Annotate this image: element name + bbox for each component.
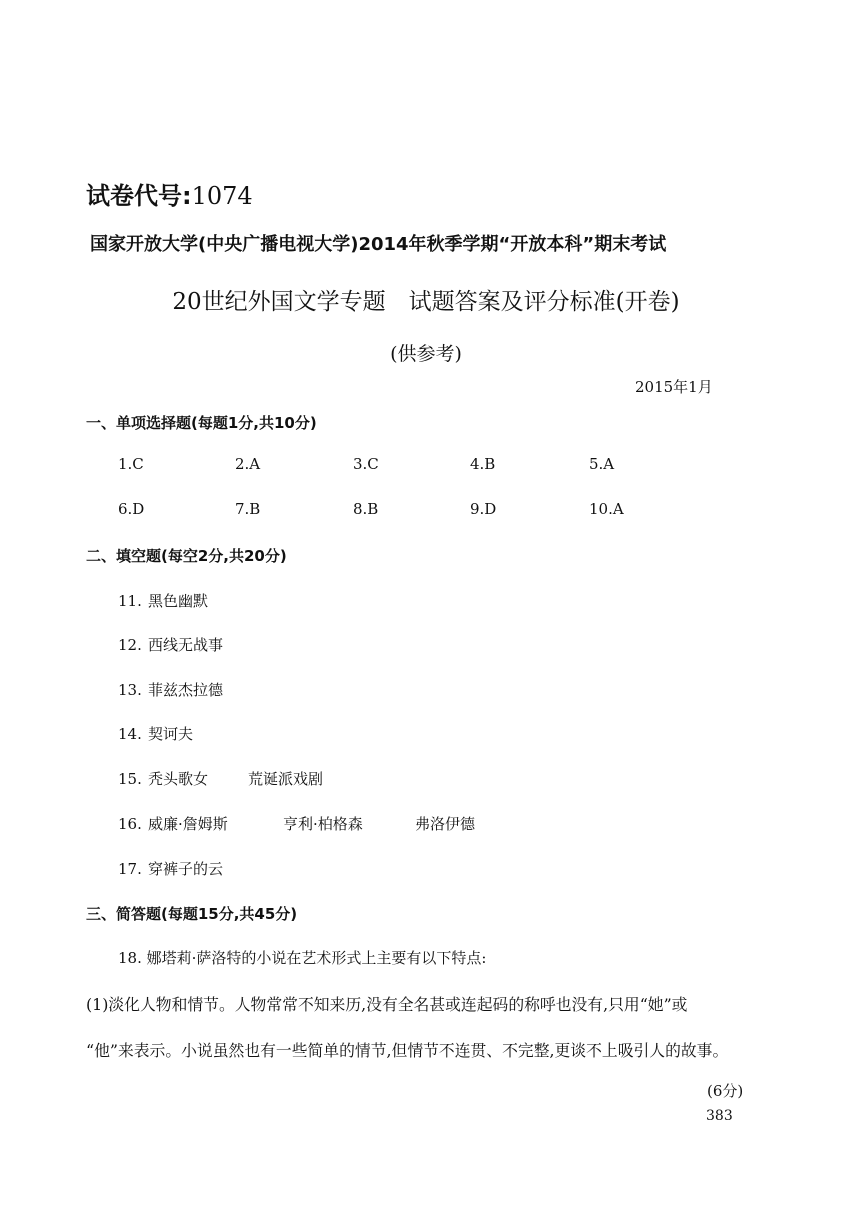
mc-answer: 1.C xyxy=(118,455,144,473)
fill-item xyxy=(118,813,475,834)
fill-item-number: 14. xyxy=(118,725,142,743)
mc-answer: 5.A xyxy=(589,455,615,473)
fill-item-answer: 契诃夫 xyxy=(148,725,194,743)
fill-item-number: 15. xyxy=(118,770,142,788)
fill-item-answer: 黑色幽默 xyxy=(148,592,209,610)
fill-item-answer: 秃头歌女 xyxy=(148,770,209,788)
fill-item xyxy=(118,634,223,655)
fill-item xyxy=(118,858,223,879)
fill-item-number: 12. xyxy=(118,636,142,654)
fill-item-answer: 西线无战事 xyxy=(148,636,224,654)
fill-item-answer: 荒诞派戏剧 xyxy=(248,770,324,788)
mc-answer: 3.C xyxy=(353,455,379,473)
document-title: 20世纪外国文学专题 试题答案及评分标准(开卷) xyxy=(172,289,680,315)
mc-answer: 10.A xyxy=(589,500,624,518)
fill-item xyxy=(118,768,323,789)
question-18-intro: 18. 娜塔莉·萨洛特的小说在艺术形式上主要有以下特点: xyxy=(118,949,487,967)
fill-item-number: 11. xyxy=(118,592,142,610)
page-number: 383 xyxy=(706,1108,733,1124)
answer-paragraph-line: (1)淡化人物和情节。人物常常不知来历,没有全名甚或连起码的称呼也没有,只用“她”或 xyxy=(86,995,688,1014)
exam-date: 2015年1月 xyxy=(635,378,713,396)
fill-item xyxy=(118,590,208,611)
exam-code-label: 试卷代号: xyxy=(86,182,192,210)
fill-item-answer: 菲兹杰拉德 xyxy=(148,681,224,699)
mc-answer: 7.B xyxy=(235,500,261,518)
section-2-heading: 二、填空题(每空2分,共20分) xyxy=(86,547,287,565)
fill-item-number: 17. xyxy=(118,860,142,878)
fill-item-answer: 弗洛伊德 xyxy=(415,815,476,833)
exam-title: 国家开放大学(中央广播电视大学)2014年秋季学期“开放本科”期末考试 xyxy=(90,234,667,255)
section-3-heading: 三、简答题(每题15分,共45分) xyxy=(86,905,298,923)
score-note: (6分) xyxy=(707,1082,744,1100)
fill-item xyxy=(118,723,193,744)
fill-item-answer: 亨利·柏格森 xyxy=(283,815,363,833)
fill-item-answer: 穿裤子的云 xyxy=(148,860,224,878)
mc-answer: 4.B xyxy=(470,455,496,473)
exam-code xyxy=(86,176,253,211)
mc-answer: 9.D xyxy=(470,500,497,518)
mc-answer: 6.D xyxy=(118,500,145,518)
exam-code-value: 1074 xyxy=(191,182,253,210)
reference-note: (供参考) xyxy=(390,343,462,365)
section-1-heading: 一、单项选择题(每题1分,共10分) xyxy=(86,414,317,432)
mc-answer: 8.B xyxy=(353,500,379,518)
mc-answer: 2.A xyxy=(235,455,261,473)
answer-paragraph-line: “他”来表示。小说虽然也有一些简单的情节,但情节不连贯、不完整,更谈不上吸引人的故事。 xyxy=(86,1041,729,1060)
fill-item-number: 13. xyxy=(118,681,142,699)
fill-item-number: 16. xyxy=(118,815,142,833)
fill-item-answer: 威廉·詹姆斯 xyxy=(148,815,228,833)
fill-item xyxy=(118,679,223,700)
